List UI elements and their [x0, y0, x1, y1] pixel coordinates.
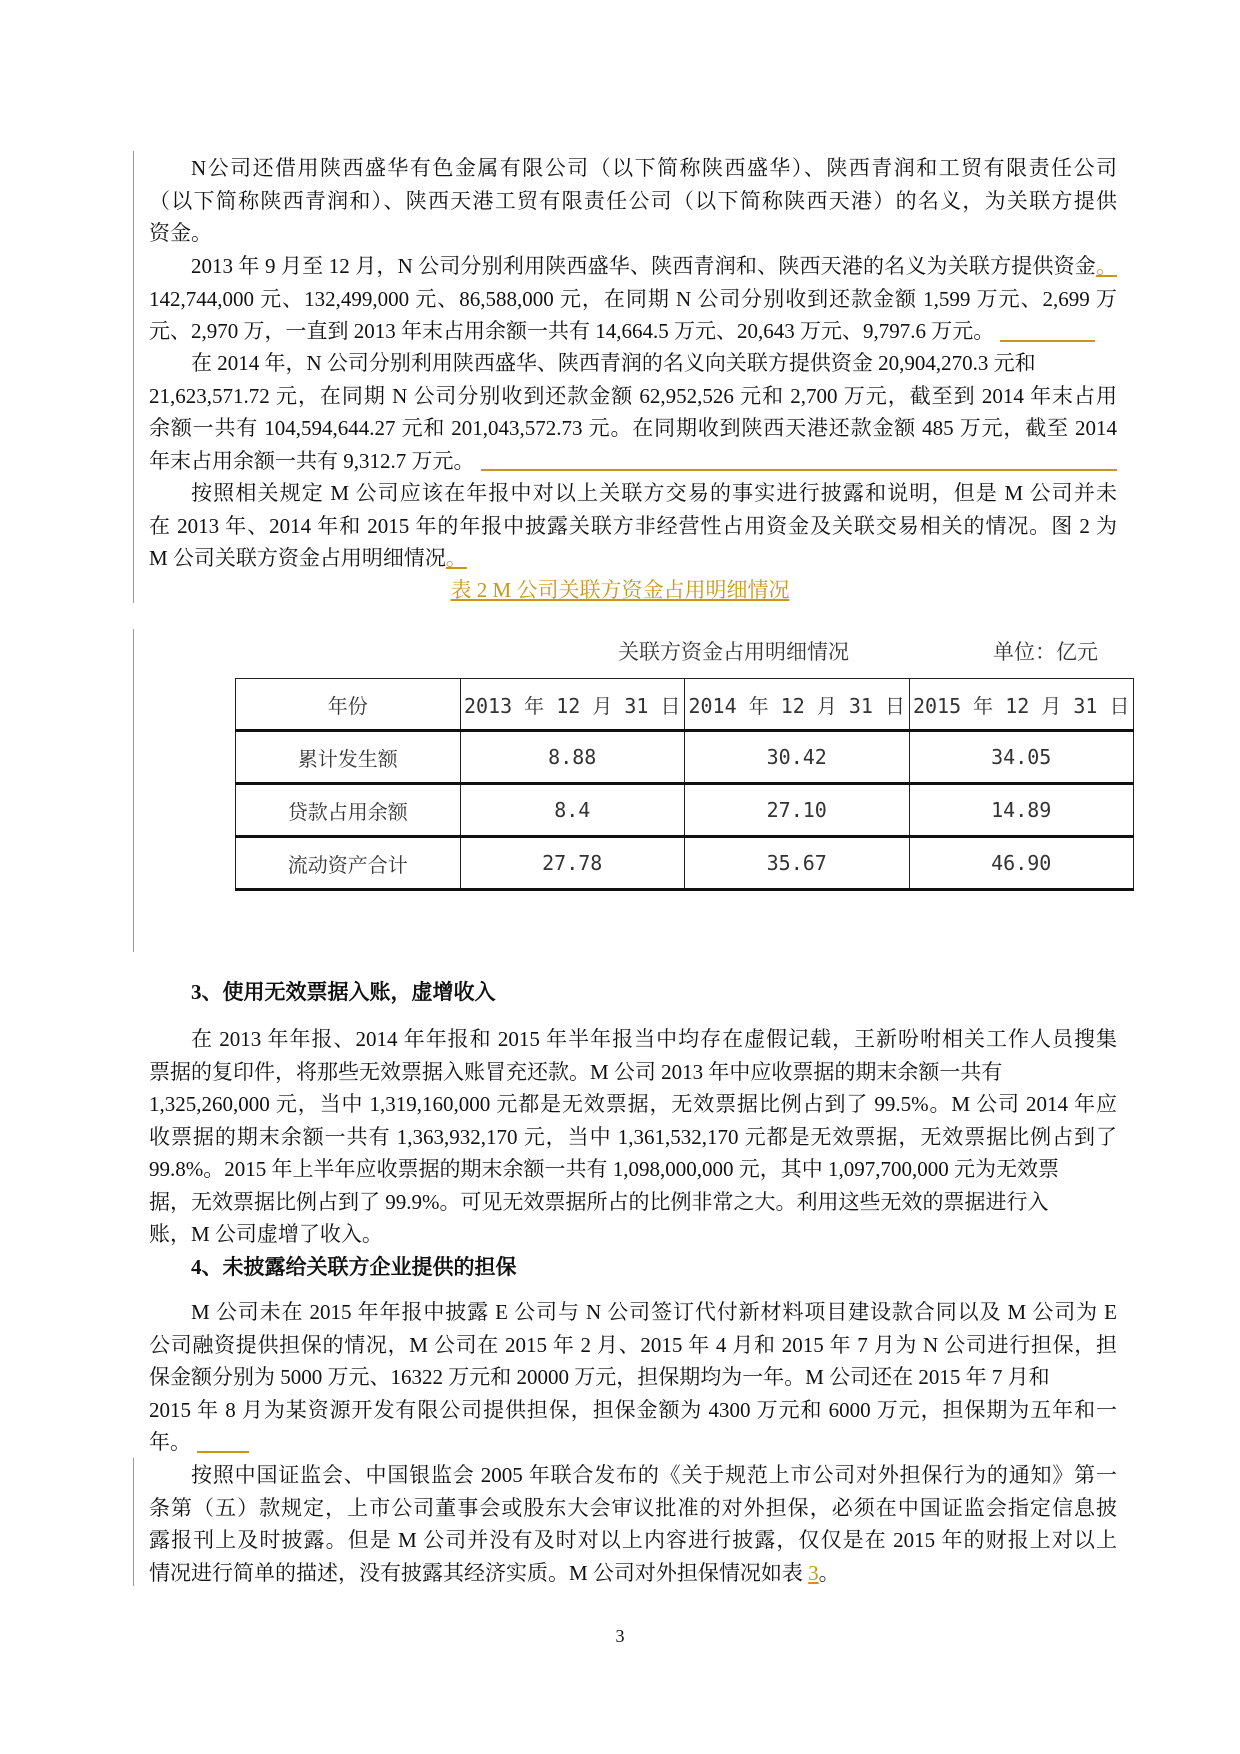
text-line: [149, 315, 1117, 348]
line-text-content: 保金额分别为 5000 万元、16322 万元和 20000 万元，担保期均为一年。M 公司还在 2015 年 7 月和: [149, 1365, 1050, 1389]
line-text: [149, 1394, 1117, 1427]
paragraph-4: [149, 477, 1117, 575]
text-line: [149, 250, 1117, 283]
line-text-content: 资金。: [149, 221, 212, 245]
table-caption: 表 2 M 公司关联方资金占用明细情况: [450, 578, 790, 602]
paragraph-6: [149, 1296, 1117, 1459]
line-text: [149, 185, 1117, 218]
text-line: [149, 152, 1117, 185]
line-text: [149, 445, 475, 478]
line-text: [149, 1218, 383, 1251]
text-line: [149, 1186, 1117, 1219]
line-text-content: 2015 年 8 月为某资源开发有限公司提供担保，担保金额为 4300 万元和 6000 万元，担保期为五年和一: [149, 1397, 1117, 1422]
line-text-content: 在 2013 年年报、2014 年年报和 2015 年半年报当中均存在虚假记载，王新吩咐相关工作人员搜集: [191, 1027, 1117, 1051]
line-text-content: 21,623,571.72 元，在同期 N 公司分别收到还款金额 62,952,526 元和 2,700 万元，截至到 2014 年末占用: [149, 383, 1117, 408]
text-line: [149, 542, 1117, 575]
line-text-content: 99.8%。2015 年上半年应收票据的期末余额一共有 1,098,000,000 元，其中 1,097,700,000 元为无效票: [149, 1157, 1059, 1181]
text-line: [149, 1218, 1117, 1251]
text-line: [149, 477, 1117, 510]
text-line: [149, 1459, 1117, 1492]
section-heading-3: 3、使用无效票据入账，虚增收入: [191, 980, 496, 1004]
change-bar: [133, 629, 134, 952]
line-text-content: N公司还借用陕西盛华有色金属有限公司（以下简称陕西盛华）、陕西青润和工贸有限责任公司: [191, 156, 1117, 180]
text-line: [149, 1121, 1117, 1154]
line-text: [149, 283, 1117, 316]
line-text-content: M 公司关联方资金占用明细情况: [149, 546, 446, 570]
table-row: 贷款占用余额 8.4 27.10 14.89: [236, 784, 1134, 837]
change-bar: [133, 151, 134, 603]
revision-underline: [1000, 340, 1095, 342]
line-text: [149, 510, 1117, 543]
line-text: [149, 1023, 1117, 1056]
line-text-content: 条第（五）款规定，上市公司董事会或股东大会审议批准的对外担保，必须在中国证监会指定信息披: [149, 1495, 1117, 1520]
text-line: [149, 1329, 1117, 1362]
line-text-content: （以下简称陕西青润和）、陕西天港工贸有限责任公司（以下简称陕西天港）的名义，为关联方提供: [149, 188, 1117, 213]
text-line: [149, 412, 1117, 445]
line-text: [149, 1121, 1117, 1154]
line-text: [149, 315, 994, 348]
line-text-content: 据，无效票据比例占到了 99.9%。可见无效票据所占的比例非常之大。利用这些无效的票据进行入: [149, 1189, 1049, 1214]
text-line: [149, 1056, 1117, 1089]
line-text: [149, 1153, 1059, 1186]
text-line: [149, 1296, 1117, 1329]
line-text-content: 账，M 公司虚增了收入。: [149, 1222, 383, 1246]
revision-mark[interactable]: 3: [808, 1560, 819, 1585]
text-line: [149, 347, 1117, 380]
line-text: [149, 1492, 1117, 1525]
table-subtitle: 关联方资金占用明细情况: [618, 640, 849, 664]
line-text-content: 按照相关规定 M 公司应该在年报中对以上关联方交易的事实进行披露和说明，但是 M 公司并未: [191, 481, 1117, 505]
text-line: [149, 1492, 1117, 1525]
table-row: 累计发生额 8.88 30.42 34.05: [236, 731, 1134, 784]
text-line: [149, 1023, 1117, 1056]
paragraph-1: [149, 152, 1117, 250]
paragraph-3: [149, 347, 1117, 477]
text-line: [149, 1394, 1117, 1427]
text-line: [149, 217, 1117, 250]
line-text-content: 1,325,260,000 元，当中 1,319,160,000 元都是无效票据，无效票据比例占到了 99.5%。M 公司 2014 年应: [149, 1092, 1117, 1116]
line-text-content: 情况进行简单的描述，没有披露其经济实质。M 公司对外担保情况如表: [149, 1560, 809, 1585]
line-text-content: 元、2,970 万，一直到 2013 年末占用余额一共有 14,664.5 万元、20,643 万元、9,797.6 万元。: [149, 319, 995, 343]
line-text: [149, 1186, 1049, 1219]
line-text: [149, 1361, 1050, 1394]
line-text-content: M 公司未在 2015 年年报中披露 E 公司与 N 公司签订代付新材料项目建设款合同以及 M 公司为 E: [191, 1300, 1117, 1324]
fund-occupation-table: [235, 678, 1134, 891]
line-text: [149, 1524, 1117, 1557]
line-text-tail: 。: [818, 1560, 840, 1585]
line-text: [149, 347, 1036, 380]
line-text: [149, 1459, 1117, 1492]
text-line: [149, 1426, 1117, 1459]
revision-underline: [197, 1451, 249, 1453]
line-text: [149, 1296, 1117, 1329]
line-text-content: 票据的复印件，将那些无效票据入账冒充还款。M 公司 2013 年中应收票据的期末余额一共有: [149, 1059, 1003, 1084]
line-text-content: 收票据的期末余额一共有 1,363,932,170 元，当中 1,361,532,170 元都是无效票据，无效票据比例占到了: [149, 1124, 1117, 1149]
text-line: [149, 185, 1117, 218]
text-line: [149, 380, 1117, 413]
line-text-content: 在 2013 年、2014 年和 2015 年的年报中披露关联方非经营性占用资金及关联交易相关的情况。图 2 为: [149, 513, 1117, 538]
revision-underline: [481, 469, 1118, 471]
line-text-content: 2013 年 9 月至 12 月，N 公司分别利用陕西盛华、陕西青润和、陕西天港的名义为关联方提供资金: [191, 254, 1096, 278]
line-text-content: 在 2014 年，N 公司分别利用陕西盛华、陕西青润的名义向关联方提供资金 20,904,270.3 元和: [191, 351, 1036, 375]
section-heading-4: 4、未披露给关联方企业提供的担保: [191, 1255, 517, 1279]
line-text-content: 年末占用余额一共有 9,312.7 万元。: [149, 448, 475, 473]
line-text: [149, 1088, 1117, 1121]
line-text: [149, 542, 467, 575]
text-line: [149, 1524, 1117, 1557]
line-text-content: 露报刊上及时披露。但是 M 公司并没有及时对以上内容进行披露，仅仅是在 2015 年的财报上对以上: [149, 1528, 1117, 1552]
line-text-content: 142,744,000 元、132,499,000 元、86,588,000 元，在同期 N 公司分别收到还款金额 1,599 万元、2,699 万: [149, 286, 1117, 311]
text-line: [149, 1088, 1117, 1121]
text-line: [149, 445, 1117, 478]
line-text-content: 公司融资提供担保的情况，M 公司在 2015 年 2 月、2015 年 4 月和 2015 年 7 月为 N 公司进行担保，担: [149, 1332, 1117, 1357]
change-bar: [133, 1458, 134, 1586]
line-text: [149, 1557, 840, 1590]
paragraph-7: [149, 1459, 1117, 1589]
text-line: [149, 1361, 1117, 1394]
paragraph-5: [149, 1023, 1117, 1251]
text-line: [149, 510, 1117, 543]
page-number: 3: [615, 1626, 625, 1646]
revision-mark: 。: [1096, 254, 1117, 278]
table-row: 流动资产合计 27.78 35.67 46.90: [236, 837, 1134, 890]
line-text: [149, 1426, 191, 1459]
text-line: [149, 1557, 1117, 1590]
line-text: [149, 477, 1117, 510]
line-text: [149, 250, 1117, 283]
line-text: [149, 152, 1117, 185]
table-unit: 单位：亿元: [993, 640, 1098, 664]
line-text: [149, 217, 212, 250]
line-text-content: 年。: [149, 1430, 191, 1454]
line-text-content: 按照中国证监会、中国银监会 2005 年联合发布的《关于规范上市公司对外担保行为的通知》第一: [191, 1463, 1117, 1487]
table-header-row: 年份 2013 年 12 月 31 日 2014 年 12 月 31 日 2015 年 12 月 31 日: [236, 679, 1134, 731]
line-text-content: 余额一共有 104,594,644.27 元和 201,043,572.73 元。在同期收到陕西天港还款金额 485 万元，截至 2014: [149, 416, 1117, 440]
text-line: [149, 1153, 1117, 1186]
text-line: [149, 283, 1117, 316]
revision-mark: 。: [445, 546, 467, 570]
paragraph-2: [149, 250, 1117, 348]
line-text: [149, 412, 1117, 445]
line-text: [149, 1329, 1117, 1362]
line-text: [149, 1056, 1002, 1089]
line-text: [149, 380, 1117, 413]
